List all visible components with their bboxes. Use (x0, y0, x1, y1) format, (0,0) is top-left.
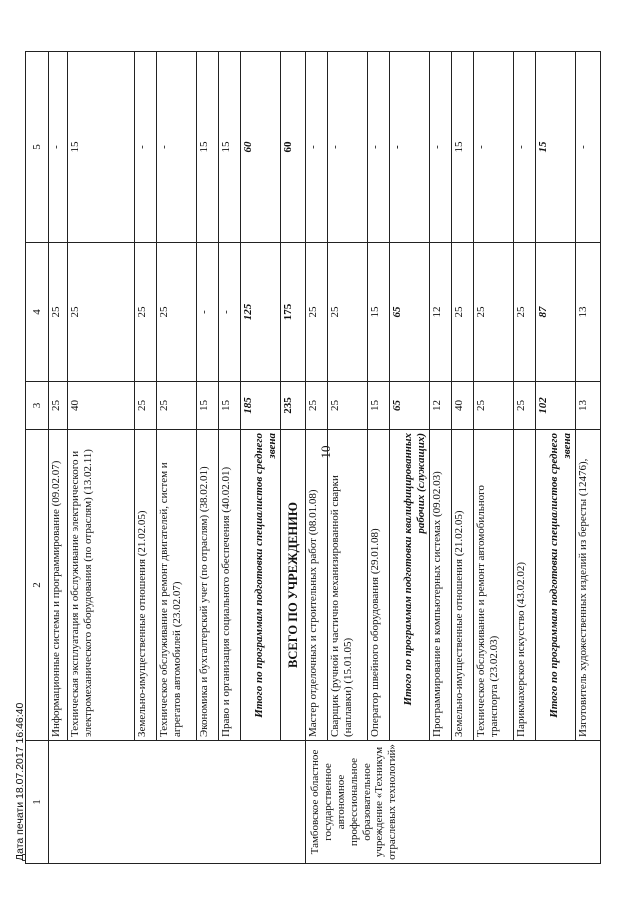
value-col-3: 25 (134, 382, 156, 430)
value-col-3: 25 (474, 382, 514, 430)
value-col-5: - (134, 52, 156, 243)
value-col-3: 15 (367, 382, 389, 430)
value-col-4: 25 (514, 243, 536, 382)
value-col-4: 25 (327, 243, 367, 382)
value-col-3: 185 (241, 382, 281, 430)
organization-name: Тамбовское областное государственное автономное профессиональное образовательное учреждение «Техникум отраслевых технологий» (305, 741, 600, 864)
value-col-4: 87 (536, 243, 576, 382)
value-col-5: - (156, 52, 196, 243)
value-col-3: 25 (514, 382, 536, 430)
value-col-3: 15 (196, 382, 218, 430)
value-col-3: 25 (49, 382, 68, 430)
value-col-5: 60 (281, 52, 305, 243)
table-row (49, 52, 68, 864)
program-name: Сварщик (ручной и частично механизированной сварки (наплавки) (15.01.05) (327, 430, 367, 741)
value-col-5: - (474, 52, 514, 243)
program-name: Программирование в компьютерных системах (09.02.03) (429, 430, 451, 741)
print-date-footer: Дата печати 18.07.2017 16:46:40 (14, 702, 26, 861)
subtotal-label: Итого по программам подготовки квалифицированных рабочих (служащих) (389, 430, 429, 741)
program-name: Техническая эксплуатация и обслуживание электрического и электромеханического оборудования (по отраслям) (13.02.11) (68, 430, 135, 741)
value-col-4: 25 (452, 243, 474, 382)
value-col-4: 175 (281, 243, 305, 382)
program-name: Земельно-имущественные отношения (21.02.05) (134, 430, 156, 741)
value-col-5: 15 (68, 52, 135, 243)
value-col-3: 25 (327, 382, 367, 430)
value-col-5: - (305, 52, 327, 243)
value-col-4: 25 (68, 243, 135, 382)
value-col-3: 40 (452, 382, 474, 430)
page-number: 10 (318, 445, 333, 459)
value-col-3: 235 (281, 382, 305, 430)
header-col-4: 4 (26, 243, 49, 382)
value-col-3: 40 (68, 382, 135, 430)
program-name: Техническое обслуживание и ремонт автомобильного транспорта (23.02.03) (474, 430, 514, 741)
value-col-4: 15 (367, 243, 389, 382)
value-col-5: 15 (452, 52, 474, 243)
empty-org-cell (49, 741, 305, 864)
program-name: Парикмахерское искусство (43.02.02) (514, 430, 536, 741)
program-name: Оператор швейного оборудования (29.01.08) (367, 430, 389, 741)
value-col-4: 12 (429, 243, 451, 382)
header-col-3: 3 (26, 382, 49, 430)
value-col-3: 102 (536, 382, 576, 430)
value-col-4: 13 (576, 243, 601, 382)
value-col-4: - (196, 243, 218, 382)
value-col-4: 25 (474, 243, 514, 382)
header-col-5: 5 (26, 52, 49, 243)
value-col-5: - (429, 52, 451, 243)
table-row (305, 52, 327, 864)
value-col-4: 65 (389, 243, 429, 382)
value-col-5: 15 (219, 52, 241, 243)
admission-plan-table (25, 51, 601, 864)
value-col-3: 13 (576, 382, 601, 430)
value-col-5: - (327, 52, 367, 243)
value-col-3: 65 (389, 382, 429, 430)
program-name: Мастер отделочных и строительных работ (08.01.08) (305, 430, 327, 741)
program-name: Изготовитель художественных изделий из бересты (12476), (576, 430, 601, 741)
value-col-3: 25 (305, 382, 327, 430)
program-name: Право и организация социального обеспечения (40.02.01) (219, 430, 241, 741)
program-name: Информационные системы и программирование (09.02.07) (49, 430, 68, 741)
value-col-5: - (514, 52, 536, 243)
value-col-5: - (367, 52, 389, 243)
value-col-3: 15 (219, 382, 241, 430)
value-col-3: 25 (156, 382, 196, 430)
value-col-4: 25 (305, 243, 327, 382)
value-col-5: 15 (536, 52, 576, 243)
value-col-5: 60 (241, 52, 281, 243)
program-name: Земельно-имущественные отношения (21.02.05) (452, 430, 474, 741)
value-col-5: - (576, 52, 601, 243)
value-col-3: 12 (429, 382, 451, 430)
header-row (26, 52, 49, 864)
subtotal-label: Итого по программам подготовки специалистов среднего звена (536, 430, 576, 741)
header-col-1: 1 (26, 741, 49, 864)
header-col-2: 2 (26, 430, 49, 741)
value-col-4: 25 (156, 243, 196, 382)
value-col-4: 25 (49, 243, 68, 382)
value-col-5: - (49, 52, 68, 243)
subtotal-label: Итого по программам подготовки специалистов среднего звена (241, 430, 281, 741)
value-col-4: 25 (134, 243, 156, 382)
rotated-table-container (25, 52, 601, 864)
value-col-5: 15 (196, 52, 218, 243)
total-label: ВСЕГО ПО УЧРЕЖДЕНИЮ (281, 430, 305, 741)
value-col-4: 125 (241, 243, 281, 382)
value-col-5: - (389, 52, 429, 243)
program-name: Техническое обслуживание и ремонт двигателей, систем и агрегатов автомобилей (23.02.07) (156, 430, 196, 741)
program-name: Экономика и бухгалтерский учет (по отраслям) (38.02.01) (196, 430, 218, 741)
value-col-4: - (219, 243, 241, 382)
